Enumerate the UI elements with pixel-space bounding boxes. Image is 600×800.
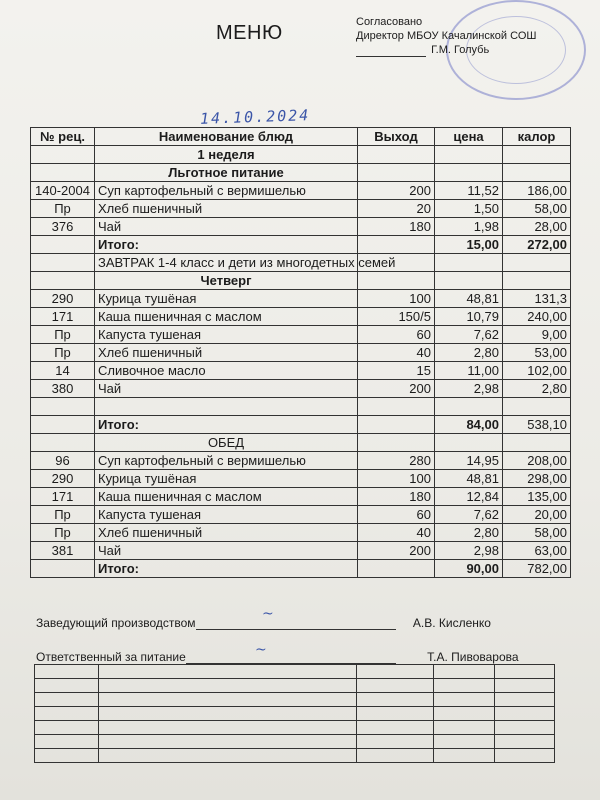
week-label-row: [31, 146, 571, 164]
dish-cell: Хлеб пшеничный: [95, 524, 358, 542]
blank-row: [35, 721, 555, 735]
table-row: [31, 218, 571, 236]
recipe-cell: Пр: [31, 200, 95, 218]
output-cell: 15: [358, 362, 435, 380]
table-row: [31, 380, 571, 398]
dish-cell: Капуста тушеная: [95, 506, 358, 524]
blank-cell: [35, 707, 99, 721]
recipe-cell: 380: [31, 380, 95, 398]
output-cell: 60: [358, 326, 435, 344]
empty-cell: [31, 416, 95, 434]
blank-cell: [434, 721, 495, 735]
blank-cell: [434, 693, 495, 707]
empty-cell: [358, 236, 435, 254]
dish-cell: Хлеб пшеничный: [95, 200, 358, 218]
empty-cell: [31, 398, 95, 416]
blank-row: [35, 693, 555, 707]
col-calories: калор: [503, 128, 571, 146]
output-cell: 60: [358, 506, 435, 524]
recipe-cell: 14: [31, 362, 95, 380]
dish-cell: Чай: [95, 380, 358, 398]
output-cell: 200: [358, 380, 435, 398]
blank-cell: [434, 735, 495, 749]
blank-cell: [357, 721, 434, 735]
price-cell: 10,79: [435, 308, 503, 326]
approval-line-2: Директор МБОУ Качалинской СОШ: [356, 30, 537, 42]
dish-cell: Суп картофельный с вермишелью: [95, 182, 358, 200]
day-label-row: [31, 272, 571, 290]
document-title: МЕНЮ: [216, 22, 283, 44]
table-row: [31, 362, 571, 380]
blank-cell: [434, 749, 495, 763]
blank-cell: [434, 679, 495, 693]
blank-cell: [99, 721, 357, 735]
price-cell: 48,81: [435, 470, 503, 488]
output-cell: 200: [358, 182, 435, 200]
calories-cell: 131,3: [503, 290, 571, 308]
empty-cell: [503, 146, 571, 164]
production-signature-line: [196, 629, 396, 630]
recipe-cell: Пр: [31, 344, 95, 362]
table-row: [31, 200, 571, 218]
total-calories: 782,00: [503, 560, 571, 578]
recipe-cell: 381: [31, 542, 95, 560]
blank-cell: [35, 721, 99, 735]
table-row: [31, 488, 571, 506]
table-row: [31, 524, 571, 542]
dish-cell: Чай: [95, 218, 358, 236]
menu-table: [30, 127, 571, 578]
price-cell: 12,84: [435, 488, 503, 506]
output-cell: 150/5: [358, 308, 435, 326]
nutrition-label: Ответственный за питание: [36, 650, 186, 664]
price-cell: 2,98: [435, 380, 503, 398]
col-output: Выход: [358, 128, 435, 146]
recipe-cell: 290: [31, 470, 95, 488]
blank-cell: [495, 665, 555, 679]
day-label: Четверг: [95, 272, 358, 290]
price-cell: 48,81: [435, 290, 503, 308]
empty-cell: [358, 416, 435, 434]
blank-cell: [495, 679, 555, 693]
empty-cell: [435, 164, 503, 182]
blank-cell: [434, 665, 495, 679]
empty-cell: [358, 146, 435, 164]
blank-row: [35, 679, 555, 693]
recipe-cell: 290: [31, 290, 95, 308]
empty-cell: [358, 398, 435, 416]
empty-cell: [31, 254, 95, 272]
total-label: Итого:: [95, 560, 358, 578]
table-row: [31, 470, 571, 488]
director-signature-line: [356, 56, 426, 57]
approval-line-3: [356, 43, 536, 57]
empty-cell: [31, 146, 95, 164]
empty-cell: [31, 434, 95, 452]
empty-cell: [503, 398, 571, 416]
calories-cell: 135,00: [503, 488, 571, 506]
week-label: 1 неделя: [95, 146, 358, 164]
empty-cell: [435, 398, 503, 416]
empty-cell: [503, 434, 571, 452]
calories-cell: 53,00: [503, 344, 571, 362]
output-cell: 180: [358, 488, 435, 506]
lunch-title-row: [31, 434, 571, 452]
blank-cell: [495, 749, 555, 763]
blank-row: [35, 735, 555, 749]
output-cell: 100: [358, 290, 435, 308]
empty-cell: [503, 164, 571, 182]
output-cell: 40: [358, 344, 435, 362]
blank-cell: [434, 707, 495, 721]
total-label: Итого:: [95, 236, 358, 254]
price-cell: 7,62: [435, 326, 503, 344]
empty-cell: [31, 560, 95, 578]
table-row: [31, 308, 571, 326]
section-preferential-title-row: [31, 164, 571, 182]
calories-cell: 20,00: [503, 506, 571, 524]
price-cell: 1,98: [435, 218, 503, 236]
empty-cell: [358, 164, 435, 182]
table-row: [31, 542, 571, 560]
blank-cell: [357, 693, 434, 707]
col-price: цена: [435, 128, 503, 146]
recipe-cell: 171: [31, 308, 95, 326]
recipe-cell: Пр: [31, 524, 95, 542]
production-handwritten-signature: ~: [262, 606, 274, 622]
price-cell: 11,00: [435, 362, 503, 380]
empty-cell: [31, 164, 95, 182]
table-row: [31, 506, 571, 524]
empty-cell: [31, 272, 95, 290]
calories-cell: 58,00: [503, 524, 571, 542]
empty-cell: [358, 560, 435, 578]
recipe-cell: Пр: [31, 506, 95, 524]
breakfast-title: ЗАВТРАК 1-4 класс и дети из многодетных семей: [95, 254, 358, 272]
blank-cell: [35, 693, 99, 707]
calories-cell: 298,00: [503, 470, 571, 488]
blank-cell: [99, 749, 357, 763]
nutrition-signature: [36, 650, 519, 664]
blank-cell: [357, 735, 434, 749]
total-price: 15,00: [435, 236, 503, 254]
lunch-title: ОБЕД: [95, 434, 358, 452]
total-price: 90,00: [435, 560, 503, 578]
total-calories: 272,00: [503, 236, 571, 254]
blank-cell: [99, 735, 357, 749]
blank-cell: [99, 679, 357, 693]
blank-cell: [357, 749, 434, 763]
blank-row: [35, 749, 555, 763]
table-row: [31, 326, 571, 344]
spacer-row: [31, 398, 571, 416]
dish-cell: Курица тушёная: [95, 290, 358, 308]
blank-cell: [357, 665, 434, 679]
calories-cell: 9,00: [503, 326, 571, 344]
approval-line-1: Согласовано: [356, 16, 423, 28]
price-cell: 1,50: [435, 200, 503, 218]
approval-block: [356, 15, 536, 57]
table-row: [31, 452, 571, 470]
nutrition-handwritten-signature: ~: [255, 642, 267, 658]
dish-cell: Каша пшеничная с маслом: [95, 488, 358, 506]
production-name: А.В. Кисленко: [412, 616, 491, 630]
director-name: Г.М. Голубь: [431, 44, 490, 56]
blank-cell: [495, 693, 555, 707]
calories-cell: 2,80: [503, 380, 571, 398]
total-calories: 538,10: [503, 416, 571, 434]
blank-grid: [34, 664, 555, 763]
dish-cell: Суп картофельный с вермишелью: [95, 452, 358, 470]
calories-cell: 208,00: [503, 452, 571, 470]
blank-cell: [99, 693, 357, 707]
table-header-row: [31, 128, 571, 146]
table-row: [31, 344, 571, 362]
price-cell: 2,98: [435, 542, 503, 560]
output-cell: 280: [358, 452, 435, 470]
calories-cell: 58,00: [503, 200, 571, 218]
output-cell: 100: [358, 470, 435, 488]
output-cell: 200: [358, 542, 435, 560]
calories-cell: 186,00: [503, 182, 571, 200]
price-cell: 14,95: [435, 452, 503, 470]
calories-cell: 28,00: [503, 218, 571, 236]
blank-row: [35, 665, 555, 679]
blank-cell: [99, 665, 357, 679]
blank-cell: [99, 707, 357, 721]
dish-cell: Курица тушёная: [95, 470, 358, 488]
recipe-cell: 376: [31, 218, 95, 236]
handwritten-date: 14.10.2024: [199, 106, 311, 128]
blank-row: [35, 707, 555, 721]
lunch-total-row: [31, 560, 571, 578]
blank-cell: [495, 721, 555, 735]
dish-cell: Каша пшеничная с маслом: [95, 308, 358, 326]
price-cell: 2,80: [435, 344, 503, 362]
price-cell: 11,52: [435, 182, 503, 200]
price-cell: 7,62: [435, 506, 503, 524]
breakfast-total-row: [31, 416, 571, 434]
calories-cell: 63,00: [503, 542, 571, 560]
blank-cell: [495, 735, 555, 749]
empty-cell: [435, 272, 503, 290]
nutrition-name: Т.А. Пивоварова: [427, 650, 519, 664]
production-label: Заведующий производством: [36, 616, 196, 630]
empty-cell: [31, 236, 95, 254]
calories-cell: 102,00: [503, 362, 571, 380]
col-recipe-no: № рец.: [31, 128, 95, 146]
preferential-total-row: [31, 236, 571, 254]
col-dish-name: Наименование блюд: [95, 128, 358, 146]
price-cell: 2,80: [435, 524, 503, 542]
dish-cell: Капуста тушеная: [95, 326, 358, 344]
output-cell: 20: [358, 200, 435, 218]
blank-cell: [357, 707, 434, 721]
empty-cell: [358, 434, 435, 452]
empty-cell: [435, 434, 503, 452]
table-row: [31, 290, 571, 308]
blank-cell: [35, 735, 99, 749]
empty-cell: [435, 146, 503, 164]
empty-cell: [358, 272, 435, 290]
section-preferential-title: Льготное питание: [95, 164, 358, 182]
empty-cell: [503, 272, 571, 290]
output-cell: 180: [358, 218, 435, 236]
recipe-cell: 171: [31, 488, 95, 506]
recipe-cell: Пр: [31, 326, 95, 344]
empty-cell: [435, 254, 503, 272]
output-cell: 40: [358, 524, 435, 542]
empty-cell: [95, 398, 358, 416]
total-price: 84,00: [435, 416, 503, 434]
calories-cell: 240,00: [503, 308, 571, 326]
dish-cell: Хлеб пшеничный: [95, 344, 358, 362]
empty-cell: [503, 254, 571, 272]
recipe-cell: 140-2004: [31, 182, 95, 200]
recipe-cell: 96: [31, 452, 95, 470]
breakfast-title-row: [31, 254, 571, 272]
blank-cell: [35, 665, 99, 679]
dish-cell: Сливочное масло: [95, 362, 358, 380]
blank-cell: [357, 679, 434, 693]
table-row: [31, 182, 571, 200]
dish-cell: Чай: [95, 542, 358, 560]
total-label: Итого:: [95, 416, 358, 434]
blank-cell: [495, 707, 555, 721]
blank-cell: [35, 679, 99, 693]
blank-cell: [35, 749, 99, 763]
